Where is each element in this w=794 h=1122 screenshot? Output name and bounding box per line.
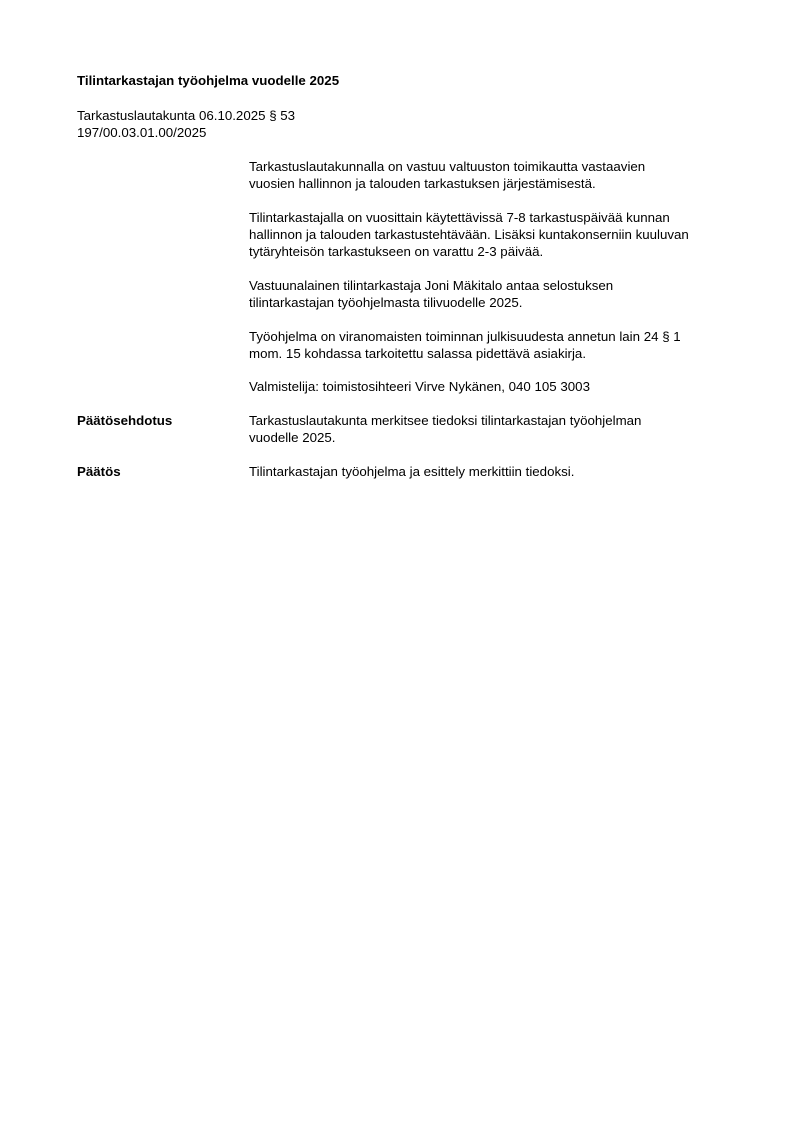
text-line: Vastuunalainen tilintarkastaja Joni Mäkitalo antaa selostuksen (249, 278, 614, 293)
meeting-info (77, 107, 295, 141)
text-line: mom. 15 kohdassa tarkoitettu salassa pidettävä asiakirja. (249, 346, 587, 361)
decision-label: Päätös (77, 464, 121, 479)
text-line: Valmistelija: toimistosihteeri Virve Nykänen, 040 105 3003 (249, 379, 590, 394)
text-line: tilintarkastajan työohjelmasta tilivuodelle 2025. (249, 295, 523, 310)
text-line: Tilintarkastajan työohjelma ja esittely merkittiin tiedoksi. (249, 464, 575, 479)
decision-text (249, 463, 749, 480)
paragraph-confidentiality (249, 328, 749, 362)
paragraph-auditor-report (249, 277, 749, 311)
paragraph-preparer (249, 378, 749, 395)
proposal-label: Päätösehdotus (77, 413, 173, 428)
text-line: hallinnon ja talouden tarkastustehtävään. Lisäksi kuntakonserniin kuuluvan (249, 227, 689, 242)
proposal-text (249, 412, 749, 446)
text-line: Tilintarkastajalla on vuosittain käytettävissä 7-8 tarkastuspäivää kunnan (249, 210, 670, 225)
text-line: Tarkastuslautakunta merkitsee tiedoksi tilintarkastajan työohjelman (249, 413, 642, 428)
paragraph-responsibility (249, 158, 749, 192)
text-line: vuodelle 2025. (249, 430, 336, 445)
text-line: vuosien hallinnon ja talouden tarkastuksen järjestämisestä. (249, 176, 596, 191)
document-title: Tilintarkastajan työohjelma vuodelle 2025 (77, 73, 340, 88)
paragraph-audit-days (249, 209, 749, 260)
meeting-reference: Tarkastuslautakunta 06.10.2025 § 53 (77, 108, 296, 123)
text-line: Tarkastuslautakunnalla on vastuu valtuuston toimikautta vastaavien (249, 159, 646, 174)
record-number: 197/00.03.01.00/2025 (77, 125, 207, 140)
text-line: Työohjelma on viranomaisten toiminnan julkisuudesta annetun lain 24 § 1 (249, 329, 681, 344)
text-line: tytäryhteisön tarkastukseen on varattu 2-3 päivää. (249, 244, 544, 259)
